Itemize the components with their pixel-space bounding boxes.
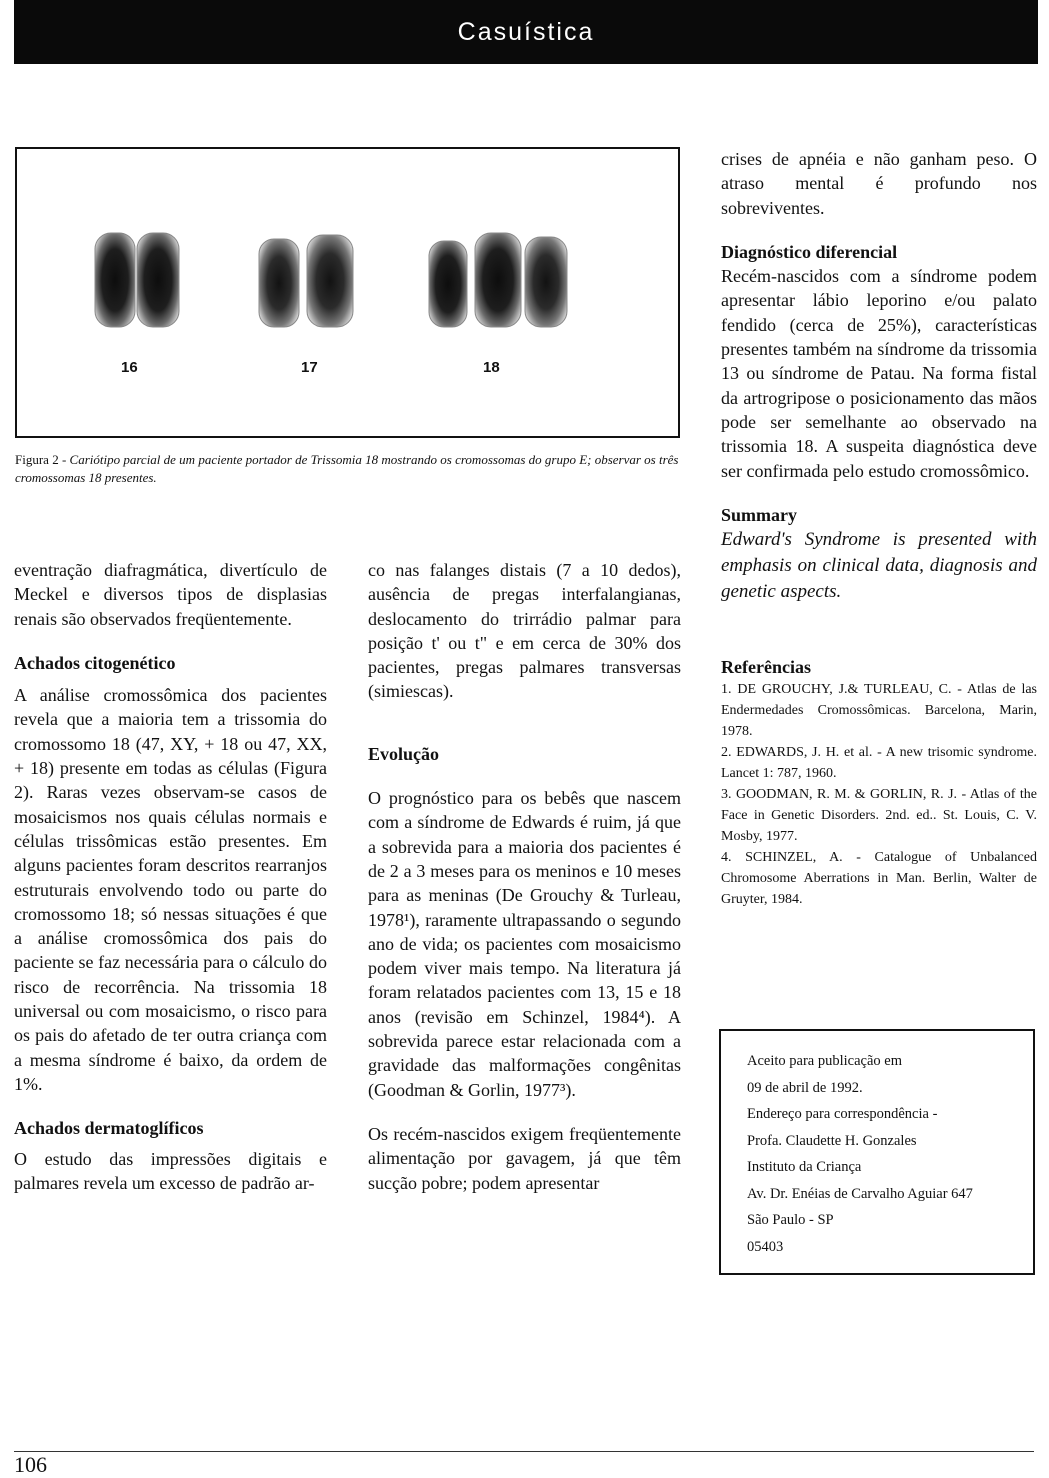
summary-text: Edward's Syndrome is presented with emphasis on clinical data, diagnosis and genetic aspects.	[721, 529, 1037, 603]
footer-divider	[14, 1451, 1034, 1452]
figure-caption-text: Cariótipo parcial de um paciente portador de Trissomia 18 mostrando os cromossomas do grupo E; observar os três cromossomas 18 presentes.	[15, 452, 679, 485]
section-title: Casuística	[457, 17, 595, 46]
page-number: 106	[14, 1452, 47, 1477]
paragraph-citogenetico: A análise cromossômica dos pacientes revela que a maioria tem a trissomia do cromossomo 18 (47, XY, + 18 ou 47, XX, + 18) presente em todas as células (Figura 2). Raras vezes observam-se casos de mosaicismos nos quais células normais e células trissômicas estão presentes. Em alguns pacientes foram descritos rearranjos estruturais envolvendo todo ou parte do cromossomo 18; só nessas situações é que a análise cromossômica dos pais do paciente se faz necessária para o cálculo do risco de recorrência. Na trissomia 18 universal ou com mosaicismo, o risco para os pais do afetado de ter outra criança com a mesma síndrome é baixo, da ordem de 1%.	[14, 685, 327, 1094]
references-list	[721, 679, 1037, 910]
figure-caption-label: Figura 2 -	[15, 452, 70, 467]
heading-summary: Summary	[721, 504, 797, 525]
paragraph-col1-intro: eventração diafragmática, divertículo de Meckel e diversos tipos de displasias renais são observados freqüentemente.	[14, 560, 327, 629]
reference-item: 4. SCHINZEL, A. - Catalogue of Unbalanced Chromosome Aberrations in Man. Berlin, Walter de Gruyter, 1984.	[721, 850, 1037, 908]
info-line: 05403	[747, 1238, 784, 1255]
heading-achados-citogenetico: Achados citogenético	[14, 652, 176, 673]
chromosome-16a	[95, 233, 135, 327]
column-1	[14, 558, 327, 1195]
chromosome-17b	[307, 235, 353, 327]
chromosome-18c	[525, 237, 567, 327]
chromosome-18a	[429, 241, 467, 327]
info-line: Profa. Claudette H. Gonzales	[747, 1132, 917, 1149]
karyotype-figure	[15, 147, 680, 438]
chromosome-label-16: 16	[121, 359, 138, 376]
column-2	[368, 558, 681, 1195]
info-line: Endereço para correspondência -	[747, 1106, 938, 1122]
paragraph-diagnostico: Recém-nascidos com a síndrome podem apresentar lábio leporino e/ou palato fendido (cerca de 25%), características presentes também na síndrome da trissomia 13 ou síndrome de Patau. Na forma fistal da artrogripose o posicionamento das mãos pode ser semelhante ao observado na trissomia 18. A suspeita diagnóstica deve ser confirmada pelo estudo cromossômico.	[721, 266, 1037, 481]
paragraph-dermatoglificos: O estudo das impressões digitais e palmares revela um excesso de padrão ar-	[14, 1148, 327, 1193]
heading-referencias: Referências	[721, 657, 811, 678]
correspondence-box	[719, 1029, 1035, 1275]
section-header	[14, 0, 1038, 64]
chromosome-image	[17, 149, 678, 436]
info-line: 09 de abril de 1992.	[747, 1079, 863, 1096]
info-line: Aceito para publicação em	[747, 1053, 902, 1069]
chromosome-16b	[137, 233, 179, 327]
chromosome-17a	[259, 239, 299, 327]
heading-diagnostico-diferencial: Diagnóstico diferencial	[721, 241, 898, 262]
info-line: Av. Dr. Enéias de Carvalho Aguiar 647	[747, 1185, 973, 1202]
reference-item: 2. EDWARDS, J. H. et al. - A new trisomic syndrome. Lancet 1: 787, 1960.	[721, 745, 1037, 782]
chromosome-label-18: 18	[483, 359, 500, 376]
paragraph-evolucao: O prognóstico para os bebês que nascem com a síndrome de Edwards é ruim, já que a sobrevida para a maioria dos pacientes é de 2 a 3 meses para os meninos e 10 meses para as meninas (De Grouchy & Turleau, 1978¹), raramente ultrapassando o segundo ano de vida; os pacientes com mosaicismo podem viver mais tempo. Na literatura já foram relatados pacientes com 13, 15 e 18 anos (revisão em Schinzel, 1984⁴). A sobrevida parece estar relacionada com a gravidade das malformações congênitas (Goodman & Gorlin, 1977³).	[368, 788, 681, 1100]
info-line: Instituto da Criança	[747, 1159, 862, 1175]
paragraph-col2-intro: co nas falanges distais (7 a 10 dedos), ausência de pregas interfalangianas, deslocamento do trirrádio palmar para posição t' ou t" e em cerca de 30% dos pacientes, pregas palmares transversas (simiescas).	[368, 560, 681, 702]
reference-item: 1. DE GROUCHY, J.& TURLEAU, C. - Atlas de las Endermedades Cromossômicas. Barcelona, Marin, 1978.	[721, 682, 1037, 740]
heading-achados-dermatoglificos: Achados dermatoglíficos	[14, 1118, 204, 1139]
heading-evolucao: Evolução	[368, 743, 440, 764]
chromosome-label-17: 17	[301, 359, 318, 376]
reference-item: 3. GOODMAN, R. M. & GORLIN, R. J. - Atlas of the Face in Genetic Disorders. 2nd. ed.. St. Louis, C. V. Mosby, 1977.	[721, 787, 1037, 845]
paragraph-recem-nascidos: Os recém-nascidos exigem freqüentemente alimentação por gavagem, já que têm sucção pobre; podem apresentar	[368, 1123, 681, 1193]
info-line: São Paulo - SP	[747, 1212, 834, 1228]
chromosome-18b	[475, 233, 521, 327]
paragraph-col3-intro: crises de apnéia e não ganham peso. O atraso mental é profundo nos sobreviventes.	[721, 149, 1037, 218]
figure-caption	[15, 451, 680, 487]
column-3	[721, 147, 1037, 910]
